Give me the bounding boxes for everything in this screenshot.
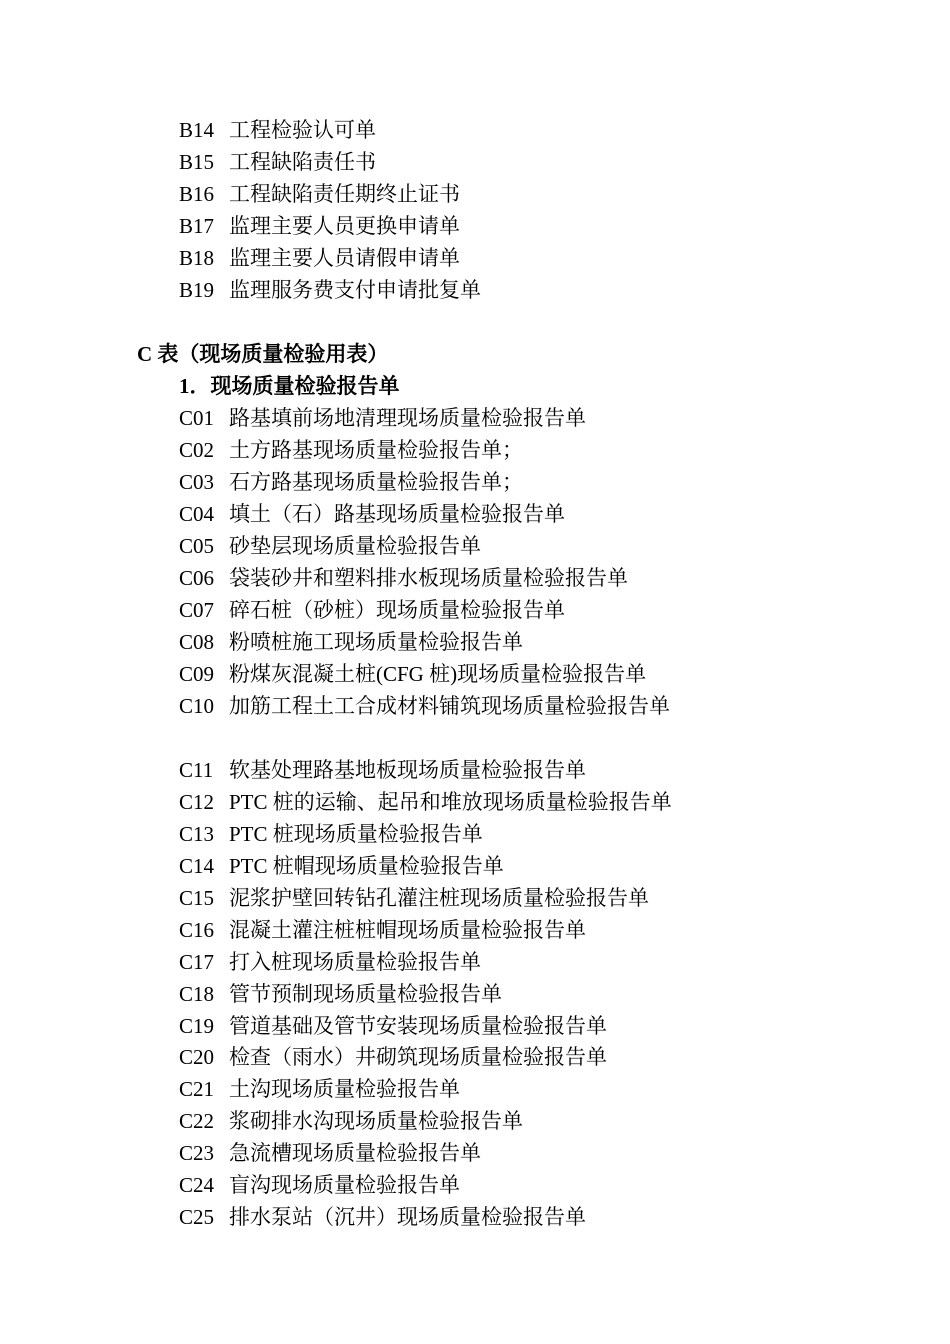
item-code: C21 bbox=[179, 1077, 215, 1101]
item-title: 袋装砂井和塑料排水板现场质量检验报告单 bbox=[229, 566, 628, 590]
section-heading: C 表（现场质量检验用表） bbox=[137, 342, 389, 366]
list-item bbox=[179, 436, 523, 464]
item-code: B17 bbox=[179, 214, 215, 238]
list-item bbox=[179, 148, 376, 176]
list-item bbox=[179, 180, 460, 208]
list-item bbox=[179, 244, 460, 272]
list-item bbox=[179, 884, 649, 912]
list-item bbox=[179, 468, 523, 496]
item-title: 排水泵站（沉井）现场质量检验报告单 bbox=[229, 1205, 586, 1229]
list-item bbox=[179, 212, 460, 240]
item-code: C18 bbox=[179, 982, 215, 1006]
list-item bbox=[179, 276, 481, 304]
item-code: C05 bbox=[179, 534, 215, 558]
list-item bbox=[179, 1107, 523, 1135]
item-title: 石方路基现场质量检验报告单； bbox=[229, 470, 523, 494]
list-item bbox=[179, 916, 586, 944]
item-title: 监理主要人员请假申请单 bbox=[229, 246, 460, 270]
item-code: B15 bbox=[179, 150, 215, 174]
item-code: C14 bbox=[179, 854, 215, 878]
item-title: 管道基础及管节安装现场质量检验报告单 bbox=[229, 1014, 607, 1038]
item-title: 混凝土灌注桩桩帽现场质量检验报告单 bbox=[229, 918, 586, 942]
item-code: C06 bbox=[179, 566, 215, 590]
item-code: C20 bbox=[179, 1045, 215, 1069]
item-code: C03 bbox=[179, 470, 215, 494]
item-title: 土方路基现场质量检验报告单； bbox=[229, 438, 523, 462]
item-code: C10 bbox=[179, 694, 215, 718]
item-code: C12 bbox=[179, 790, 215, 814]
list-item bbox=[179, 116, 376, 144]
item-code: C09 bbox=[179, 662, 215, 686]
item-title: 工程缺陷责任书 bbox=[229, 150, 376, 174]
item-title: 粉煤灰混凝土桩(CFG 桩)现场质量检验报告单 bbox=[229, 662, 647, 686]
item-code: C24 bbox=[179, 1173, 215, 1197]
list-item bbox=[179, 660, 646, 688]
item-title: 软基处理路基地板现场质量检验报告单 bbox=[229, 758, 586, 782]
item-title: 急流槽现场质量检验报告单 bbox=[229, 1141, 481, 1165]
list-item bbox=[179, 788, 672, 816]
item-title: 浆砌排水沟现场质量检验报告单 bbox=[229, 1109, 523, 1133]
item-title: PTC 桩现场质量检验报告单 bbox=[229, 822, 483, 846]
item-title: 粉喷桩施工现场质量检验报告单 bbox=[229, 630, 523, 654]
list-item bbox=[179, 628, 523, 656]
item-code: C19 bbox=[179, 1014, 215, 1038]
list-item bbox=[179, 1043, 607, 1071]
list-item bbox=[179, 404, 586, 432]
list-item bbox=[179, 980, 502, 1008]
list-item bbox=[179, 820, 483, 848]
list-item bbox=[179, 948, 481, 976]
item-code: C04 bbox=[179, 502, 215, 526]
list-item bbox=[179, 852, 504, 880]
item-title: 填土（石）路基现场质量检验报告单 bbox=[229, 502, 565, 526]
item-code: C07 bbox=[179, 598, 215, 622]
list-item bbox=[179, 1139, 481, 1167]
list-item bbox=[179, 1012, 607, 1040]
item-code: C23 bbox=[179, 1141, 215, 1165]
item-title: 加筋工程土工合成材料铺筑现场质量检验报告单 bbox=[229, 694, 670, 718]
item-code: B16 bbox=[179, 182, 215, 206]
list-item bbox=[179, 1171, 460, 1199]
item-title: 碎石桩（砂桩）现场质量检验报告单 bbox=[229, 598, 565, 622]
item-title: 监理主要人员更换申请单 bbox=[229, 214, 460, 238]
list-item bbox=[179, 1203, 586, 1231]
item-title: 监理服务费支付申请批复单 bbox=[229, 278, 481, 302]
item-title: 砂垫层现场质量检验报告单 bbox=[229, 534, 481, 558]
item-code: C17 bbox=[179, 950, 215, 974]
list-item bbox=[179, 692, 670, 720]
item-title: 管节预制现场质量检验报告单 bbox=[229, 982, 502, 1006]
list-item bbox=[179, 564, 628, 592]
item-code: C25 bbox=[179, 1205, 215, 1229]
item-title: 路基填前场地清理现场质量检验报告单 bbox=[229, 406, 586, 430]
item-title: 工程缺陷责任期终止证书 bbox=[229, 182, 460, 206]
item-code: C08 bbox=[179, 630, 215, 654]
item-code: C16 bbox=[179, 918, 215, 942]
item-title: PTC 桩帽现场质量检验报告单 bbox=[229, 854, 504, 878]
item-code: C13 bbox=[179, 822, 215, 846]
item-code: C15 bbox=[179, 886, 215, 910]
item-code: B18 bbox=[179, 246, 215, 270]
item-title: 泥浆护壁回转钻孔灌注桩现场质量检验报告单 bbox=[229, 886, 649, 910]
item-code: C01 bbox=[179, 406, 215, 430]
item-code: C22 bbox=[179, 1109, 215, 1133]
item-code: B19 bbox=[179, 278, 215, 302]
item-title: 检查（雨水）井砌筑现场质量检验报告单 bbox=[229, 1045, 607, 1069]
item-title: 盲沟现场质量检验报告单 bbox=[229, 1173, 460, 1197]
item-title: PTC 桩的运输、起吊和堆放现场质量检验报告单 bbox=[229, 790, 672, 814]
item-code: C11 bbox=[179, 758, 214, 782]
list-item bbox=[179, 596, 565, 624]
item-code: C02 bbox=[179, 438, 215, 462]
list-item bbox=[179, 500, 565, 528]
list-item bbox=[179, 756, 586, 784]
item-title: 工程检验认可单 bbox=[229, 118, 376, 142]
item-title: 打入桩现场质量检验报告单 bbox=[229, 950, 481, 974]
item-title: 土沟现场质量检验报告单 bbox=[229, 1077, 460, 1101]
section-subheading: 1．现场质量检验报告单 bbox=[179, 374, 400, 398]
item-code: B14 bbox=[179, 118, 215, 142]
list-item bbox=[179, 1075, 460, 1103]
list-item bbox=[179, 532, 481, 560]
